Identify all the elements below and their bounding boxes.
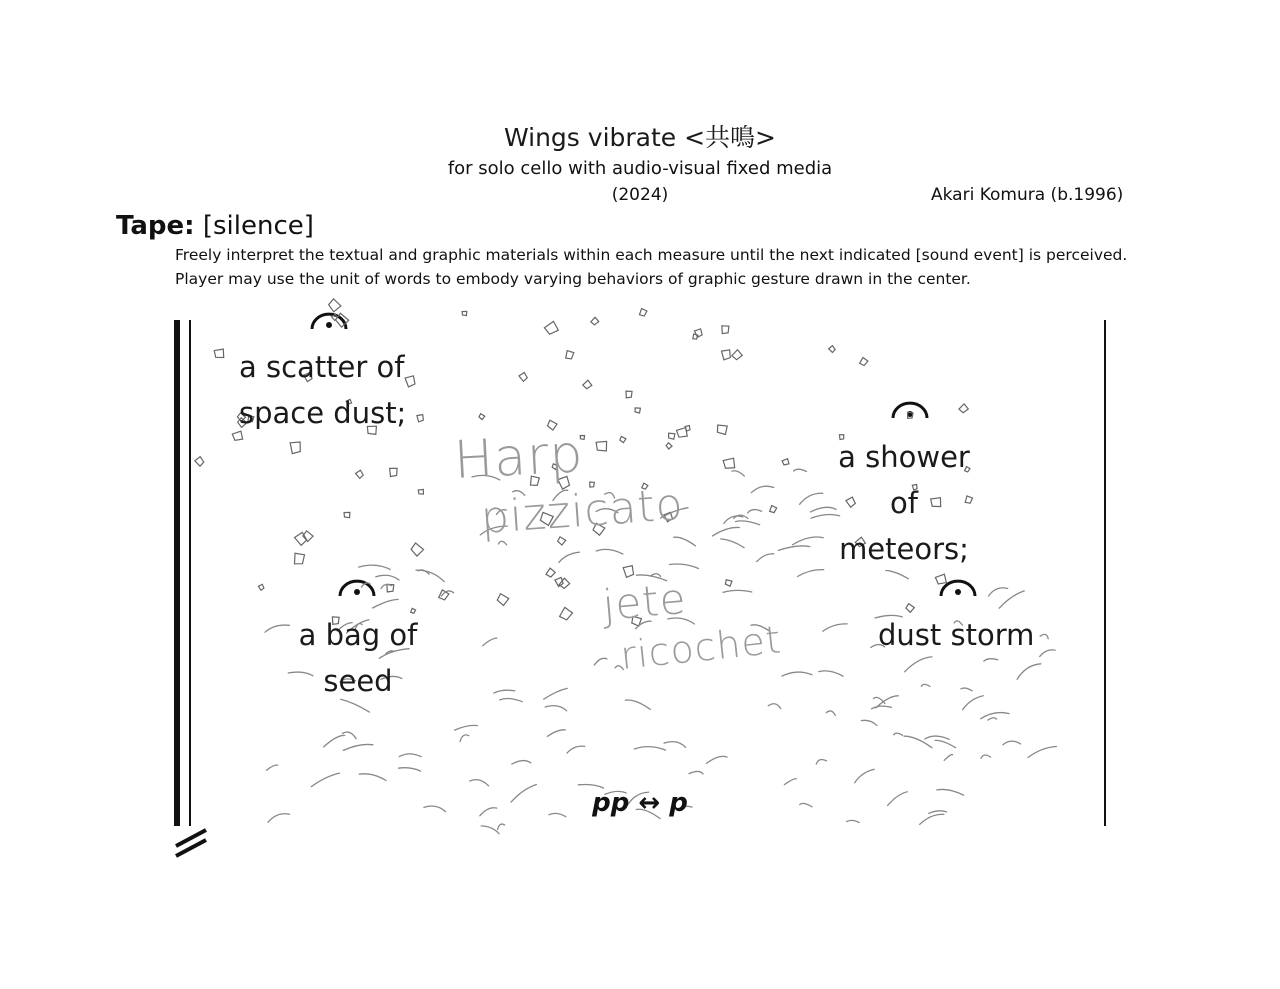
text-bag-of-seed xyxy=(296,612,420,704)
dust-particle xyxy=(781,457,791,466)
dust-streak xyxy=(905,657,932,672)
dust-streak xyxy=(416,570,444,582)
dust-streak xyxy=(545,706,567,711)
handwritten-ricochet: ricochet xyxy=(618,617,784,678)
dust-streak xyxy=(376,575,399,580)
dust-streak xyxy=(748,510,762,513)
dust-streak xyxy=(559,552,580,562)
text-dust-storm: dust storm xyxy=(878,618,1035,652)
dust-particle xyxy=(558,578,570,589)
segment-break-icon xyxy=(176,830,206,856)
dust-streak xyxy=(935,740,955,747)
dust-streak xyxy=(498,824,505,829)
dust-particle xyxy=(732,350,743,360)
dust-particle xyxy=(674,424,690,440)
dust-particle xyxy=(583,380,592,389)
dust-particle xyxy=(290,549,309,567)
dust-particle xyxy=(415,412,426,423)
dust-streak xyxy=(984,659,998,662)
dust-streak xyxy=(324,735,345,746)
dust-particle xyxy=(591,317,599,325)
dust-streak xyxy=(724,516,743,523)
dust-streak xyxy=(359,565,391,569)
dust-streak xyxy=(981,755,991,758)
end-barline xyxy=(1104,320,1106,826)
dust-particle xyxy=(386,465,400,479)
dust-streak xyxy=(707,756,728,763)
dust-particle xyxy=(768,504,778,514)
dust-streak xyxy=(1040,650,1056,657)
dust-particle xyxy=(543,320,559,336)
dust-streak xyxy=(816,759,826,764)
dust-streak xyxy=(481,826,499,834)
dust-streak xyxy=(778,546,810,550)
dust-streak xyxy=(674,537,696,546)
dust-streak xyxy=(483,638,497,646)
dust-streak xyxy=(1028,747,1056,758)
dust-streak xyxy=(381,584,391,588)
dust-particle xyxy=(342,510,352,520)
dust-streak xyxy=(267,765,278,770)
dust-streak xyxy=(500,699,523,702)
dust-particle xyxy=(633,405,642,414)
dust-streak xyxy=(921,684,930,686)
dust-streak xyxy=(399,754,421,757)
dust-streak xyxy=(1017,664,1041,680)
dust-particle xyxy=(258,584,265,591)
handwritten-pizzicato: pizzicato xyxy=(479,478,686,544)
fermata-icon xyxy=(941,581,975,596)
instruction-line-2: Player may use the unit of words to embody varying behaviors of graphic gesture drawn in the center. xyxy=(175,270,971,288)
dust-particle xyxy=(593,437,611,455)
dust-particle xyxy=(724,578,734,588)
dust-streak xyxy=(723,590,752,592)
dust-streak xyxy=(847,820,860,822)
dust-particle xyxy=(959,404,968,413)
dust-particle xyxy=(286,438,305,457)
dust-streak xyxy=(782,672,812,676)
dust-particle xyxy=(720,454,738,472)
dust-particle xyxy=(623,388,635,400)
dust-particle xyxy=(619,435,627,443)
dust-streak xyxy=(873,697,885,703)
dust-streak xyxy=(547,730,565,737)
dust-particle xyxy=(554,576,565,587)
dust-particle xyxy=(417,487,426,496)
dust-streak xyxy=(1003,741,1021,745)
dust-streak xyxy=(757,554,774,562)
dust-streak xyxy=(634,747,665,751)
dust-streak xyxy=(594,658,607,665)
dust-streak xyxy=(399,768,421,771)
dust-streak xyxy=(713,527,740,535)
dust-streak xyxy=(826,711,835,716)
start-double-barline-thin xyxy=(189,320,191,826)
dust-streak xyxy=(455,725,478,730)
text-line: space dust; xyxy=(239,396,407,430)
dust-streak xyxy=(359,774,386,781)
dust-streak xyxy=(265,625,290,632)
instruction-line-1: Freely interpret the textual and graphic materials within each measure until the next indicated [sound event] is perceived. xyxy=(175,246,1128,264)
dust-streak xyxy=(1040,634,1048,638)
text-line: seed xyxy=(323,664,393,698)
dust-streak xyxy=(861,720,877,725)
dust-streak xyxy=(794,469,807,471)
dynamics-marking: pp ↔ p xyxy=(592,788,688,818)
dust-streak xyxy=(961,688,972,691)
dust-particle xyxy=(496,592,510,607)
dust-streak xyxy=(311,773,339,787)
dust-streak xyxy=(925,736,950,739)
composer-credit: Akari Komura (b.1996) xyxy=(931,185,1124,205)
dust-streak xyxy=(470,780,489,786)
dust-streak xyxy=(596,549,623,554)
dust-streak xyxy=(819,671,843,676)
dust-streak xyxy=(664,742,686,748)
tape-label: Tape: xyxy=(116,211,195,241)
dust-particle xyxy=(437,588,451,601)
dust-streak xyxy=(732,471,745,476)
dust-particle xyxy=(211,345,227,361)
dust-particle xyxy=(195,457,204,467)
dust-streak xyxy=(544,688,568,699)
text-line: meteors; xyxy=(839,532,969,566)
dust-streak xyxy=(999,591,1024,608)
dust-streak xyxy=(751,486,774,492)
dust-streak xyxy=(567,746,585,753)
dust-streak xyxy=(988,718,997,720)
dust-particle xyxy=(666,443,672,449)
dust-particle xyxy=(558,606,574,622)
dust-particle xyxy=(637,307,648,318)
dust-particle xyxy=(714,421,731,438)
handwritten-jete: jete xyxy=(600,573,689,630)
piece-subtitle: for solo cello with audio-visual fixed media xyxy=(447,158,833,179)
dust-particle xyxy=(410,542,424,556)
dust-streak xyxy=(512,761,531,765)
dust-particle xyxy=(829,346,835,353)
piece-title: Wings vibrate <共鳴> xyxy=(503,123,777,152)
text-scatter-of-space-dust xyxy=(239,344,406,436)
dust-streak xyxy=(989,588,1008,596)
text-line: a bag of xyxy=(298,618,418,652)
dust-particle xyxy=(545,567,556,578)
dust-streak xyxy=(872,706,892,709)
dust-streak xyxy=(894,733,903,735)
dust-particle xyxy=(858,357,868,367)
dust-streak xyxy=(689,771,703,773)
text-shower-of-meteors xyxy=(820,434,988,572)
dust-streak xyxy=(625,700,650,709)
dust-particle xyxy=(355,470,363,479)
piece-year: (2024) xyxy=(611,185,669,205)
dust-streak xyxy=(373,599,399,608)
dust-streak xyxy=(721,539,744,548)
dust-particle xyxy=(478,413,485,420)
dust-particle xyxy=(718,323,732,337)
dust-particle xyxy=(518,372,527,382)
dust-streak xyxy=(784,779,796,785)
dust-particle xyxy=(383,581,396,594)
text-line: a scatter of xyxy=(239,350,405,384)
dust-particle xyxy=(563,348,576,361)
dust-streak xyxy=(823,624,847,631)
dust-streak xyxy=(343,744,373,750)
dust-particle xyxy=(718,347,733,362)
text-line: a shower of xyxy=(838,440,970,520)
dust-particle xyxy=(620,562,637,579)
start-double-barline-thick xyxy=(174,320,180,826)
dust-streak xyxy=(736,521,760,525)
dust-particle xyxy=(328,299,340,312)
dust-streak xyxy=(494,690,515,693)
dust-streak xyxy=(855,769,875,783)
fermata-icon xyxy=(893,403,927,418)
dust-streak xyxy=(793,537,824,545)
dust-particle xyxy=(693,327,704,338)
dust-streak xyxy=(768,704,780,709)
dust-streak xyxy=(944,755,952,761)
dust-particle xyxy=(666,430,677,441)
tape-value: [silence] xyxy=(202,211,314,241)
handwritten-harp: Harp xyxy=(452,424,585,491)
dust-streak xyxy=(460,735,469,742)
dust-streak xyxy=(963,696,984,710)
dust-particle xyxy=(461,309,469,317)
dust-streak xyxy=(670,564,699,568)
